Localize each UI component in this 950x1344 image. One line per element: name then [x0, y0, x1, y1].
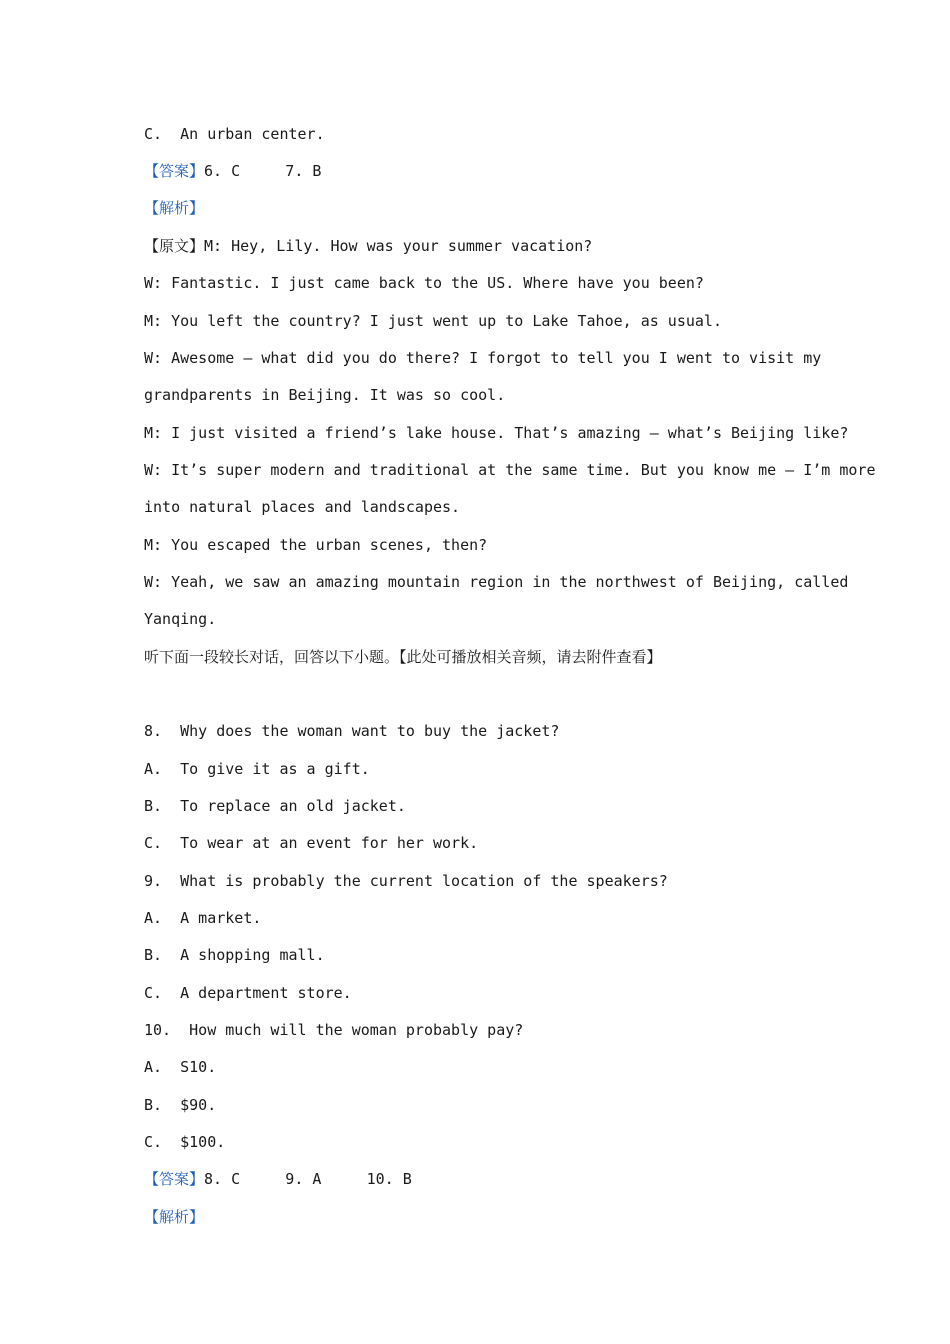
question-10: 10. How much will the woman probably pay?: [144, 1021, 524, 1039]
answer-label: 【答案】: [144, 1170, 205, 1188]
transcript-line: Yanqing.: [144, 610, 217, 628]
answer-text: 6. C 7. B: [204, 162, 322, 180]
transcript-line: grandparents in Beijing. It was so cool.: [144, 386, 506, 404]
answer-line-8-10: [144, 1169, 824, 1189]
question-8-option-a: A. To give it as a gift.: [144, 760, 370, 778]
transcript-line: M: I just visited a friend’s lake house. That’s amazing — what’s Beijing like?: [144, 424, 849, 442]
question-9-option-c: C. A department store.: [144, 984, 352, 1002]
question-9: 9. What is probably the current location of the speakers?: [144, 872, 668, 890]
question-9-option-a: A. A market.: [144, 909, 262, 927]
transcript-line: into natural places and landscapes.: [144, 498, 461, 516]
transcript-line: W: It’s super modern and traditional at the same time. But you know me — I’m more: [144, 461, 876, 479]
transcript-line: W: Yeah, we saw an amazing mountain region in the northwest of Beijing, called: [144, 573, 849, 591]
transcript-line: M: You escaped the urban scenes, then?: [144, 536, 488, 554]
analysis-label: 【解析】: [144, 199, 205, 217]
transcript-line: W: Awesome — what did you do there? I forgot to tell you I went to visit my: [144, 349, 822, 367]
transcript-line: W: Fantastic. I just came back to the US. Where have you been?: [144, 274, 704, 292]
transcript-text: M: Hey, Lily. How was your summer vacation?: [204, 237, 593, 255]
transcript-first-line: [144, 236, 824, 256]
question-10-option-a: A. S10.: [144, 1058, 217, 1076]
question-7-option-c: C. An urban center.: [144, 125, 325, 143]
question-10-option-b: B. $90.: [144, 1096, 217, 1114]
answer-text: 8. C 9. A 10. B: [204, 1170, 412, 1188]
transcript-line: M: You left the country? I just went up to Lake Tahoe, as usual.: [144, 312, 722, 330]
answer-label: 【答案】: [144, 162, 205, 180]
question-8-option-c: C. To wear at an event for her work.: [144, 834, 479, 852]
question-8: 8. Why does the woman want to buy the jacket?: [144, 722, 560, 740]
transcript-label: 【原文】: [144, 237, 205, 255]
listening-instruction: 听下面一段较长对话，回答以下小题。【此处可播放相关音频，请去附件查看】: [144, 648, 662, 666]
answer-line-6-7: [144, 161, 824, 181]
question-8-option-b: B. To replace an old jacket.: [144, 797, 406, 815]
question-9-option-b: B. A shopping mall.: [144, 946, 325, 964]
analysis-label: 【解析】: [144, 1208, 205, 1226]
question-10-option-c: C. $100.: [144, 1133, 226, 1151]
